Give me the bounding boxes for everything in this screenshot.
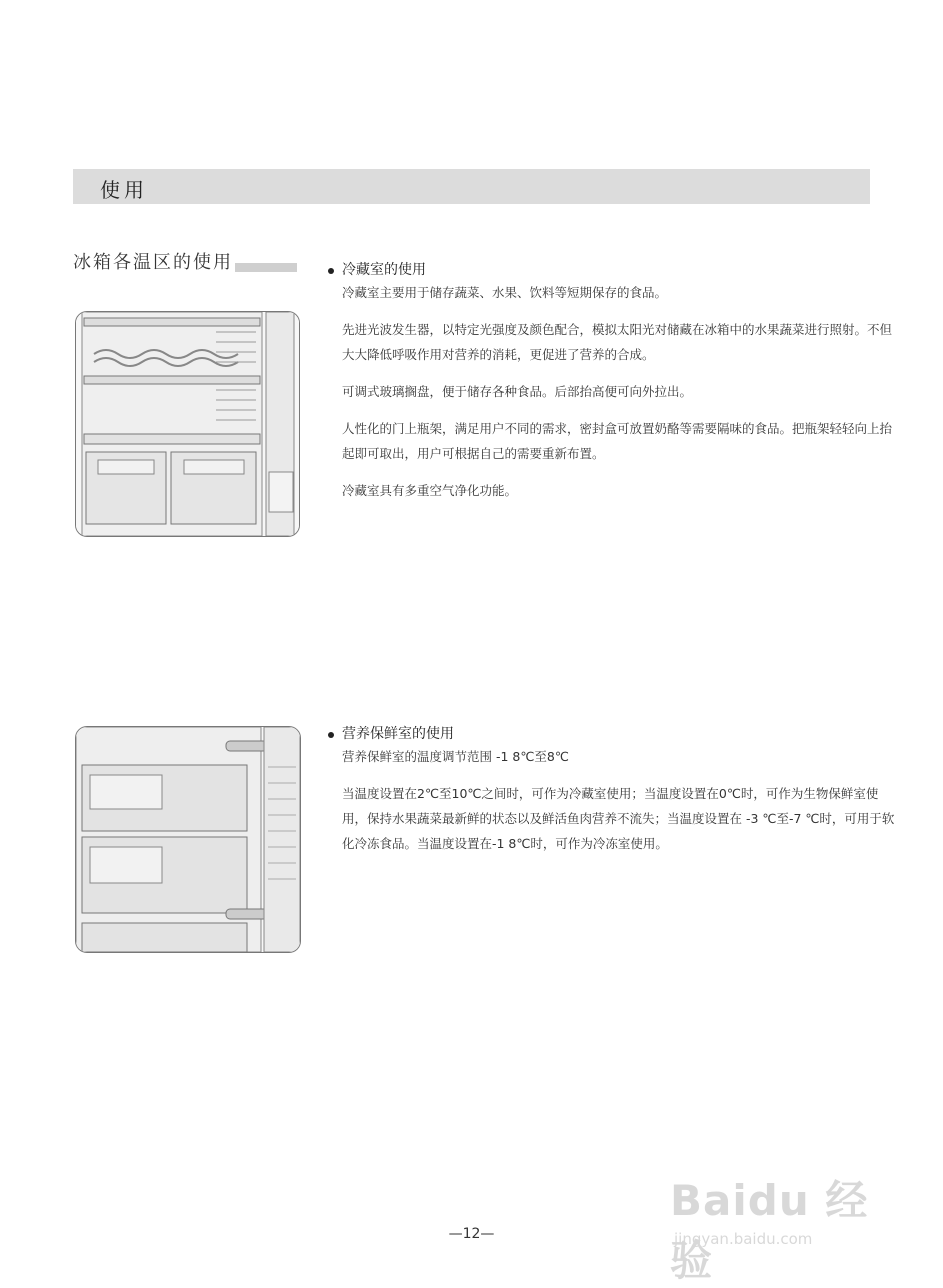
page-title: 使用 xyxy=(100,178,148,202)
baidu-watermark xyxy=(670,1140,900,1285)
page-number: —12— xyxy=(448,1226,495,1242)
section-header-bar xyxy=(73,169,870,204)
bullet-dot-icon xyxy=(328,732,334,738)
baidu-logo: Baidu 经验 xyxy=(670,1176,869,1285)
watermark-url: jingyan.baidu.com xyxy=(674,1230,813,1248)
fridge-compartment-illustration xyxy=(75,311,300,537)
freshness-paragraph: 当温度设置在2℃至10℃之间时，可作为冷藏室使用；当温度设置在0℃时，可作为生物保鲜室使用，保持水果蔬菜最新鲜的状态以及鲜活鱼肉营养不流失；当温度设置在 -3 ℃至-7 ℃时，可用于软化冷冻食品。当温度设置在-1 8℃时，可作为冷冻室使用。 xyxy=(342,786,895,851)
freshness-paragraph: 营养保鲜室的温度调节范围 -1 8℃至8℃ xyxy=(342,749,569,764)
freshness-heading xyxy=(328,724,898,744)
refrigerator-paragraph: 人性化的门上瓶架，满足用户不同的需求，密封盒可放置奶酪等需要隔味的食品。把瓶架轻轻向上抬起即可取出，用户可根据自己的需要重新布置。 xyxy=(342,421,893,461)
freshness-compartment-drawing xyxy=(76,727,300,952)
refrigerator-heading-text: 冷藏室的使用 xyxy=(342,262,426,278)
refrigerator-paragraph: 冷藏室主要用于储存蔬菜、水果、饮料等短期保存的食品。 xyxy=(342,285,668,300)
subheading xyxy=(73,248,297,274)
freshness-compartment-illustration xyxy=(75,726,301,953)
refrigerator-heading xyxy=(328,260,898,280)
freshness-section xyxy=(328,724,898,856)
refrigerator-paragraph: 冷藏室具有多重空气净化功能。 xyxy=(342,483,518,498)
freshness-heading-text: 营养保鲜室的使用 xyxy=(342,726,454,742)
refrigerator-paragraph: 可调式玻璃搁盘，便于储存各种食品。后部抬高便可向外拉出。 xyxy=(342,384,693,399)
subheading-text: 冰箱各温区的使用 xyxy=(73,248,235,274)
bullet-dot-icon xyxy=(328,268,334,274)
refrigerator-paragraph: 先进光波发生器，以特定光强度及颜色配合，模拟太阳光对储藏在冰箱中的水果蔬菜进行照射。不但大大降低呼吸作用对营养的消耗，更促进了营养的合成。 xyxy=(342,322,893,362)
fridge-compartment-drawing xyxy=(76,312,299,536)
refrigerator-section xyxy=(328,260,898,503)
